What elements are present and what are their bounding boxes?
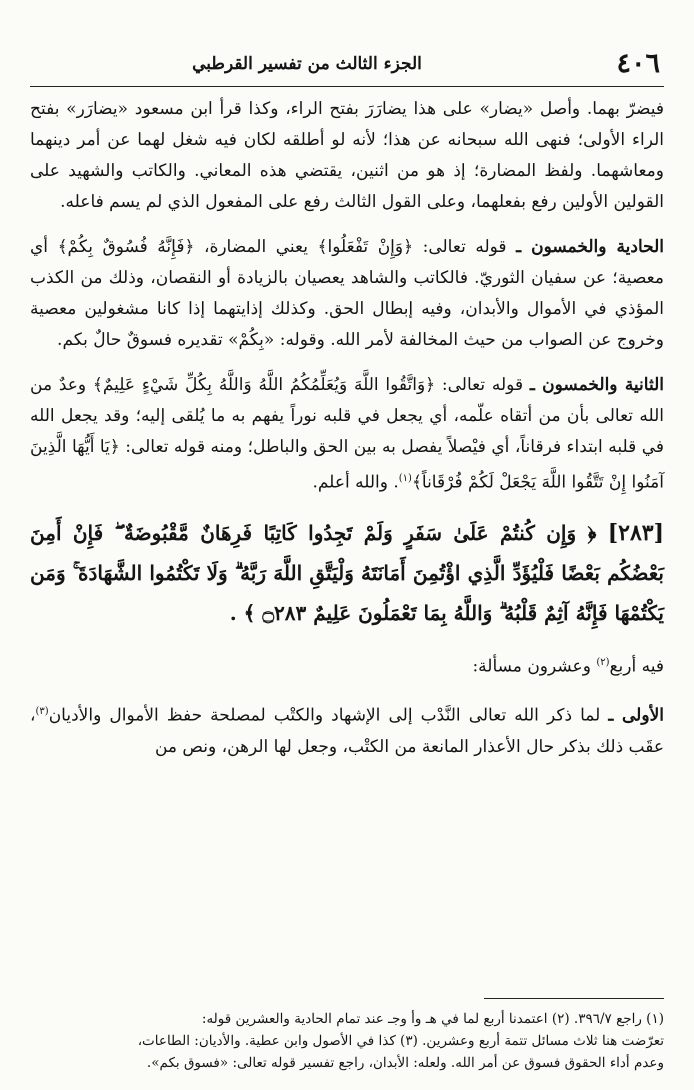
paragraph bbox=[30, 94, 664, 218]
paragraph-end: . والله أعلم. bbox=[312, 472, 399, 493]
footnotes bbox=[30, 1008, 664, 1074]
page-number: ٤٠٦ bbox=[616, 48, 660, 79]
paragraph-text: قوله تعالى: ﴿وَاتَّقُوا اللَّهَ وَيُعَلِّمُكُمُ اللَّهُ وَاللَّهُ بِكُلِّ شَيْءٍ عَلِيمٌ﴾ وعدٌ من الله تعالى بأن من أتقاه علّمه، أي يجعل في قلبه نوراً يفهم به ما يُلقى إليه؛ وقد يجعل الله في قلبه ابتداء فرقاناً، أي فيْصلاً يفصل به بين الحق والباطل؛ ومنه قوله تعالى: ﴿يَا أَيُّهَا الَّذِينَ آمَنُوا إِنْ تَتَّقُوا اللَّهَ يَجْعَلْ لَكُمْ فُرْقَاناً﴾ bbox=[30, 375, 664, 493]
issue-heading: الحادية والخمسون ـ bbox=[516, 237, 665, 257]
header-rule bbox=[30, 86, 664, 87]
footnote-ref: (٢) bbox=[596, 656, 610, 668]
issue-heading: الثانية والخمسون ـ bbox=[529, 375, 665, 395]
issue-1: الأولى ـ لما ذكر الله تعالى النَّدْب إلى الإشهاد والكتْب لمصلحة حفظ الأموال والأديان$^{(٣)}$، عقَب ذلك بذكر حال الأعذار المانعة من الكتْب، وجعل لها الرهن، ونص من bbox=[30, 705, 664, 757]
issue-heading: الأولى ـ bbox=[608, 705, 664, 726]
page-header bbox=[30, 48, 664, 84]
verse-text: ﴿ وَإِن كُنتُمْ عَلَىٰ سَفَرٍ وَلَمْ تَجِدُوا كَاتِبًا فَرِهَانٌ مَّقْبُوضَةٌ ۖ فَإِنْ أَمِنَ بَعْضُكُم بَعْضًا فَلْيُؤَدِّ الَّذِي اؤْتُمِنَ أَمَانَتَهُ وَلْيَتَّقِ اللَّهَ رَبَّهُ ۗ وَلَا تَكْتُمُوا الشَّهَادَةَ ۚ وَمَن يَكْتُمْهَا فَإِنَّهُ آثِمٌ قَلْبُهُ ۗ وَاللَّهُ بِمَا تَعْمَلُونَ عَلِيمٌ ۝٢٨٣ ﴾ . bbox=[30, 520, 664, 625]
footnote-line: تعرّضت هنا ثلاث مسائل تتمة أربع وعشرين. (٣) كذا في الأصول وابن عطية. والأديان: الطاعات، bbox=[137, 1033, 664, 1049]
book-page bbox=[30, 48, 664, 1078]
issue-51 bbox=[30, 232, 664, 356]
footnote-ref: (١) bbox=[398, 473, 412, 484]
footnote-ref: (٣) bbox=[35, 706, 49, 718]
running-title: الجزء الثالث من تفسير القرطبي bbox=[192, 54, 422, 74]
footnote-line: وعدم أداء الحقوق فسوق عن أمر الله. ولعله: الأبدان، راجع تفسير قوله تعالى: «فسوق بكم». bbox=[146, 1055, 664, 1071]
paragraph-text: قوله تعالى: ﴿وَإِنْ تَفْعَلُوا﴾ يعني المضارة، ﴿فَإِنَّهُ فُسُوقٌ بِكُمْ﴾ أي معصية؛ عن سفيان الثوريّ. فالكاتب والشاهد يعصيان بالزيادة أو النقصان، وذلك من الكذب المؤذي في الأموال والأبدان، وفيه إبطال الحق. وكذلك إذايتهما إذا كانا مشغولين معصية وخروج عن الصواب من حيث المخالفة لأمر الله. وقوله: «بِكُمْ» تقديره فسوقٌ حالٌ بكم. bbox=[30, 237, 664, 350]
issue-52 bbox=[30, 370, 664, 499]
footnote-line: (١) راجع ٣٩٦/٧. (٢) اعتمدنا أربع لما في هـ وأ وجـ عند تمام الحادية والعشرين قوله: bbox=[201, 1011, 664, 1027]
issues-intro: فيه أربع$^{(٢)}$ وعشرون مسألة: bbox=[472, 656, 664, 677]
quran-verse bbox=[30, 513, 664, 633]
verse-number: [٢٨٣] bbox=[607, 519, 664, 546]
footnote-rule bbox=[484, 998, 664, 999]
page-body bbox=[30, 94, 664, 777]
paragraph-text: فيضرّ بهما. وأصل «يضار» على هذا يضارَرَ بفتح الراء، وكذا قرأ ابن مسعود «يضارَر» بفتح الراء الأولى؛ فنهى الله سبحانه عن هذا؛ لأنه لو أطلقه لكان فيه شغل لهما عن أمر دينهما ومعاشهما. ولفظ المضارة؛ إذ هو من اثنين، يقتضي هذه المعاني. والكاتب والشهيد على القولين الأولين رفع بفعلهما، وعلى القول الثالث رفع على المفعول الذي لم يسم فاعله. bbox=[30, 99, 664, 212]
